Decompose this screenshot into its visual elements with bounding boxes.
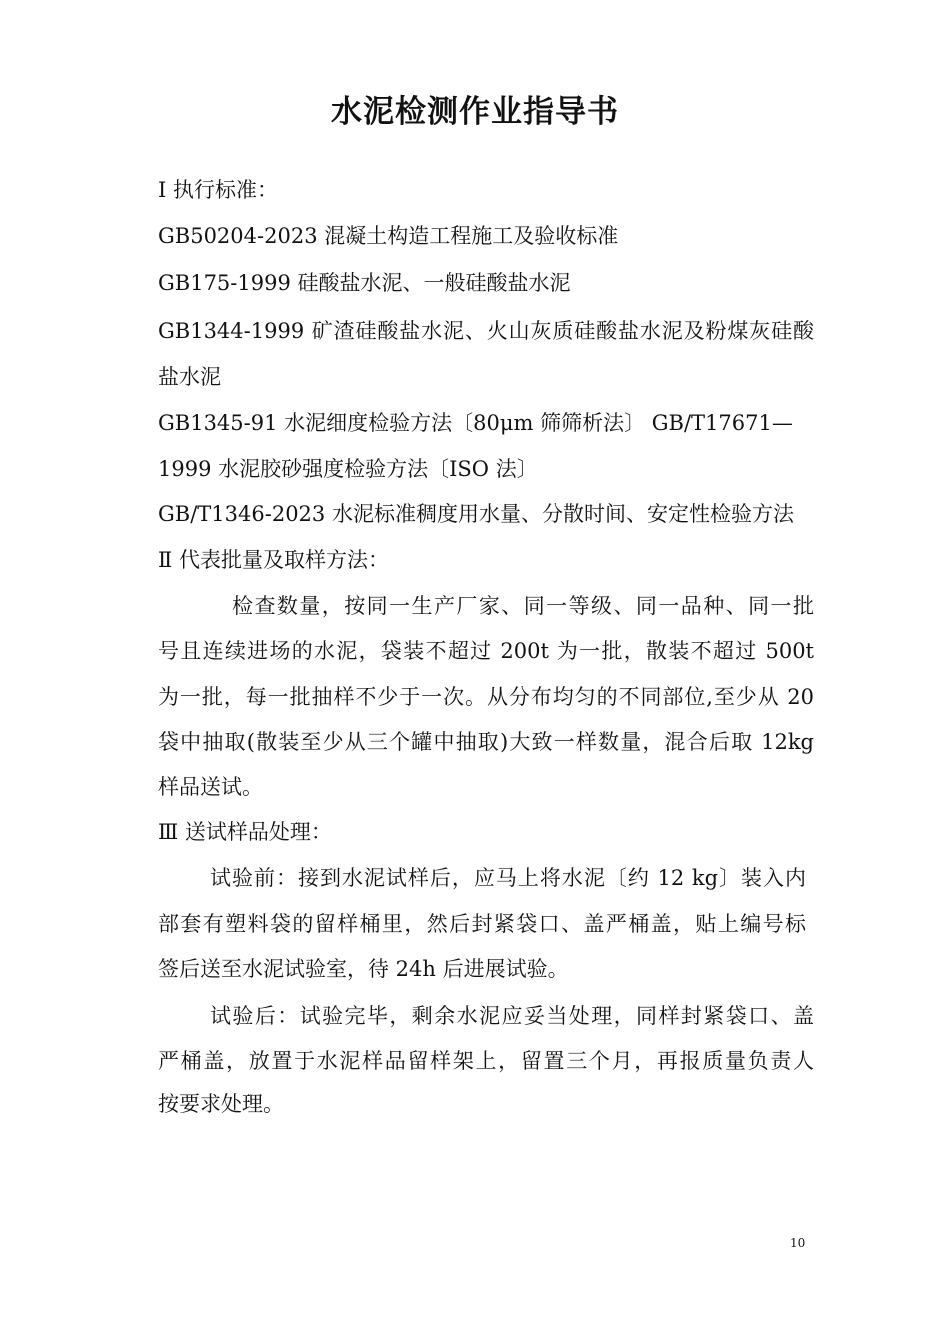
section-1-heading: Ⅰ 执行标准： [158,178,278,202]
standard-line: GB50204-2023 混凝土构造工程施工及验收标准 [158,224,619,248]
standard-line: 盐水泥 [158,365,221,389]
section-2-heading: Ⅱ 代表批量及取样方法： [158,548,389,572]
paragraph-line: 样品送试。 [158,775,263,799]
page-title: 水泥检测作业指导书 [331,94,619,130]
paragraph-line: 号且连续进场的水泥，袋装不超过 200t 为一批，散装不超过 500t [158,639,814,663]
standard-line: GB/T1346-2023 水泥标准稠度用水量、分散时间、安定性检验方法 [158,502,794,526]
standard-line: GB175-1999 硅酸盐水泥、一般硅酸盐水泥 [158,271,571,295]
paragraph-line: 检查数量，按同一生产厂家、同一等级、同一品种、同一批 [232,594,814,618]
paragraph-line: 袋中抽取(散装至少从三个罐中抽取)大致一样数量，混合后取 12kg [158,730,814,754]
standard-line: GB1345-91 水泥细度检验方法〔80μm 筛筛析法〕 GB/T17671— [158,411,793,435]
standard-line: GB1344-1999 矿渣硅酸盐水泥、火山灰质硅酸盐水泥及粉煤灰硅酸 [158,319,814,343]
paragraph-line: 试验前：接到水泥试样后，应马上将水泥〔约 12 kg〕装入内 [210,866,806,890]
paragraph-line: 部套有塑料袋的留样桶里，然后封紧袋口、盖严桶盖，贴上编号标 [158,912,806,936]
page-number: 10 [790,1236,806,1250]
paragraph-line: 试验后：试验完毕，剩余水泥应妥当处理，同样封紧袋口、盖 [210,1004,814,1028]
section-3-heading: Ⅲ 送试样品处理： [158,820,332,844]
paragraph-line: 签后送至水泥试验室，待 24h 后进展试验。 [158,957,569,981]
paragraph-line: 为一批，每一批抽样不少于一次。从分布均匀的不同部位,至少从 20 [158,685,814,709]
paragraph-line: 严桶盖，放置于水泥样品留样架上，留置三个月，再报质量负责人 [158,1049,814,1073]
standard-line: 1999 水泥胶砂强度检验方法〔ISO 法〕 [158,457,538,481]
paragraph-line: 按要求处理。 [158,1092,284,1116]
